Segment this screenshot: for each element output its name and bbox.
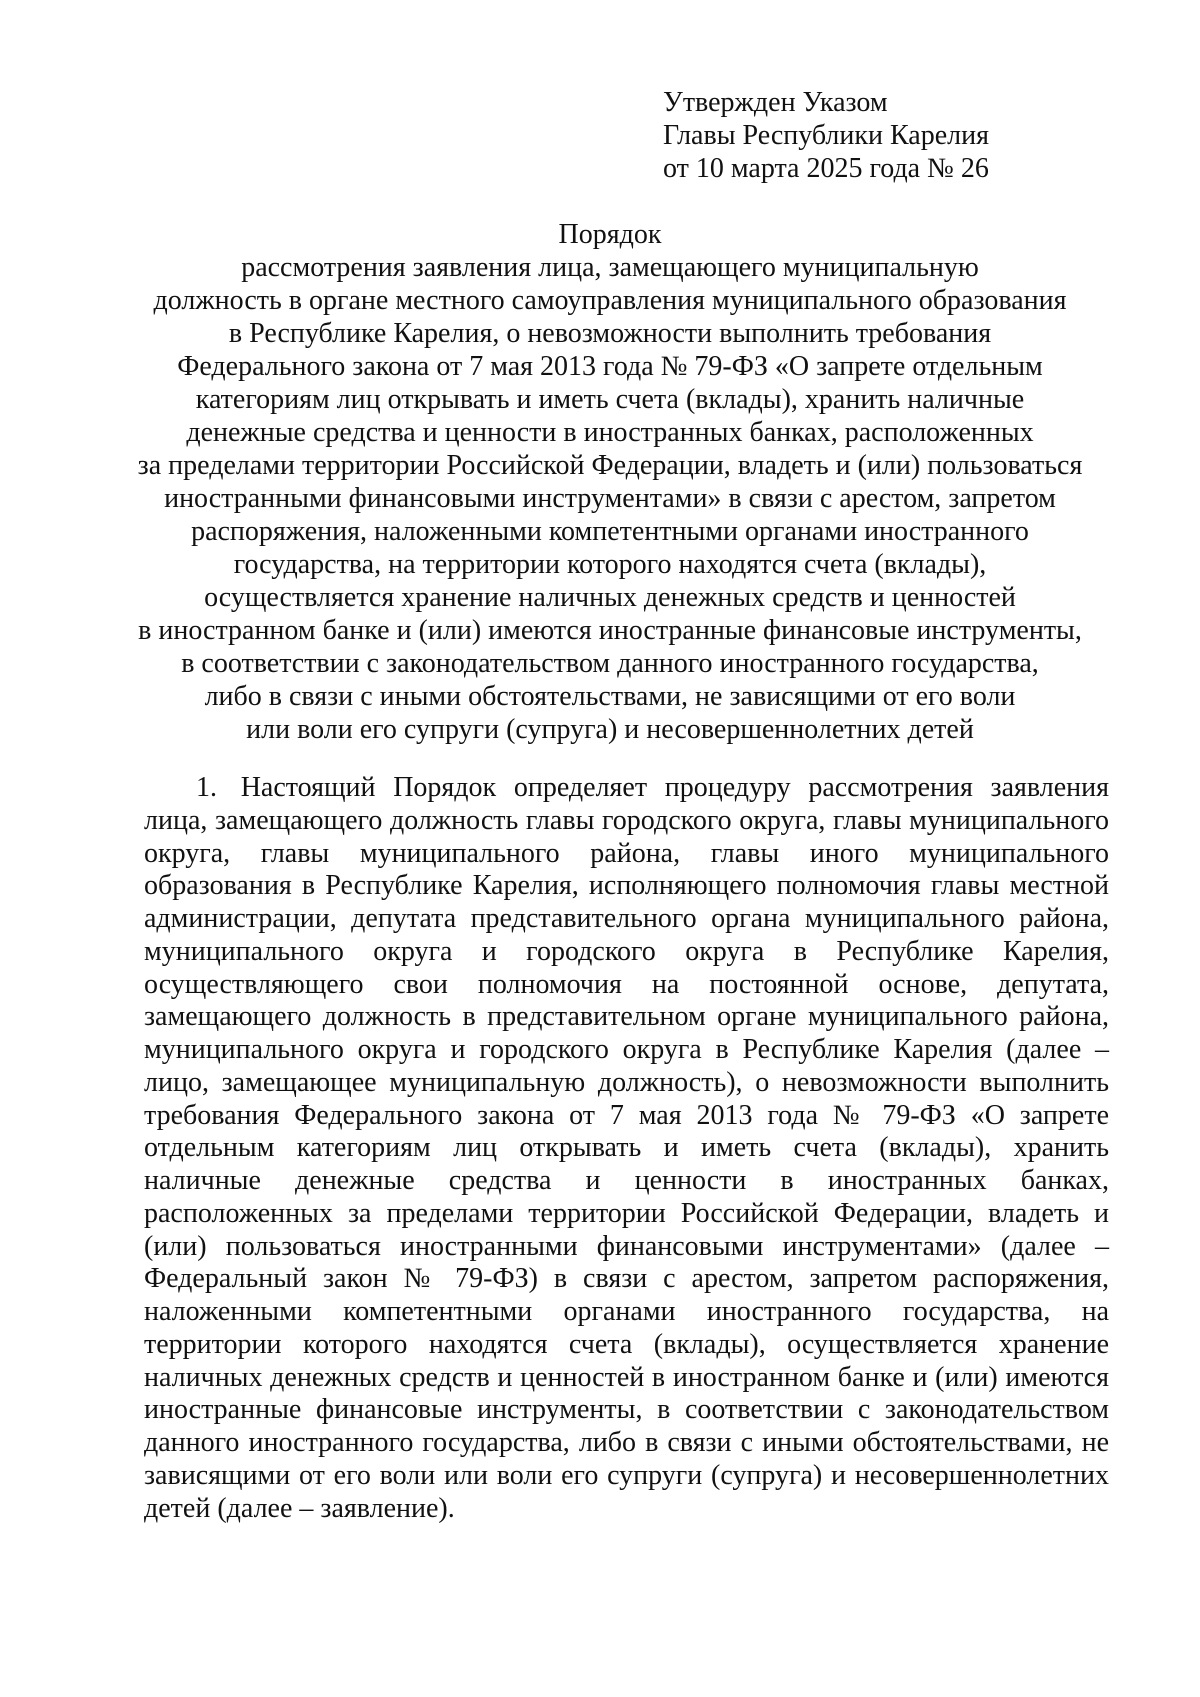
title-line-6: денежные средства и ценности в иностранных банках, расположенных (186, 417, 1034, 448)
title-heading: Порядок (558, 219, 662, 250)
title-line-5: категориям лиц открывать и иметь счета (вклады), хранить наличные (195, 384, 1025, 415)
title-line-9: распоряжения, наложенными компетентными органами иностранного (191, 516, 1029, 547)
approval-line-3: от 10 марта 2025 года № 26 (663, 153, 989, 184)
title-line-15: или воли его супруги (супруга) и несовершеннолетних детей (246, 714, 974, 745)
title-line-8: иностранными финансовыми инструментами» в связи с арестом, запретом (164, 483, 1056, 514)
title-line-3: в Республике Карелия, о невозможности выполнить требования (228, 318, 992, 349)
title-line-13: в соответствии с законодательством данного иностранного государства, (181, 648, 1039, 679)
paragraph-text: Настоящий Порядок определяет процедуру рассмотрения заявления лица, замещающего должность главы городского округа, главы муниципального округа, главы муниципального района, главы иного муниципального образования в Республике Карелия, исполняющего полномочия главы местной администрации, депутата представительного органа муниципального района, муниципального округа и городского округа в Республике Карелия, осуществляющего свои полномочия на постоянной основе, депутата, замещающего должность в представительном органе муниципального района, муниципального округа и городского округа в Республике Карелия (далее – лицо, замещающее муниципальную должность), о невозможности выполнить требования Федерального закона от 7 мая 2013 года № 79-ФЗ «О запрете отдельным категориям лиц открывать и иметь счета (вклады), хранить наличные денежные средства и ценности в иностранных банках, расположенных за пределами территории Российской Федерации, владеть и (или) пользоваться иностранными финансовыми инструментами» (далее – Федеральный закон № 79-ФЗ) в связи с арестом, запретом распоряжения, наложенными компетентными органами иностранного государства, на территории которого находятся счета (вклады), осуществляется хранение наличных денежных средств и ценностей в иностранном банке и (или) имеются иностранные финансовые инструменты, в соответствии с законодательством данного иностранного государства, либо в связи с иными обстоятельствами, не зависящими от его воли или воли его супруги (супруга) и несовершеннолетних детей (далее – заявление). (144, 772, 1110, 1524)
title-line-14: либо в связи с иными обстоятельствами, не зависящими от его воли (204, 681, 1016, 712)
title-line-2: должность в органе местного самоуправления муниципального образования (153, 285, 1067, 316)
title-line-11: осуществляется хранение наличных денежных средств и ценностей (204, 582, 1016, 613)
approval-stamp (663, 86, 989, 185)
title-line-7: за пределами территории Российской Федерации, владеть и (или) пользоваться (137, 450, 1083, 481)
document-title (120, 218, 1100, 746)
title-line-4: Федерального закона от 7 мая 2013 года № 79-ФЗ «О запрете отдельным (177, 351, 1043, 382)
title-line-12: в иностранном банке и (или) имеются иностранные финансовые инструменты, (138, 615, 1082, 646)
approval-line-2: Главы Республики Карелия (663, 120, 989, 151)
title-line-10: государства, на территории которого находятся счета (вклады), (233, 549, 987, 580)
title-line-1: рассмотрения заявления лица, замещающего муниципальную (241, 252, 979, 283)
paragraph-number: 1. (196, 772, 217, 803)
approval-line-1: Утвержден Указом (663, 87, 888, 118)
paragraph-1 (144, 772, 1109, 1525)
